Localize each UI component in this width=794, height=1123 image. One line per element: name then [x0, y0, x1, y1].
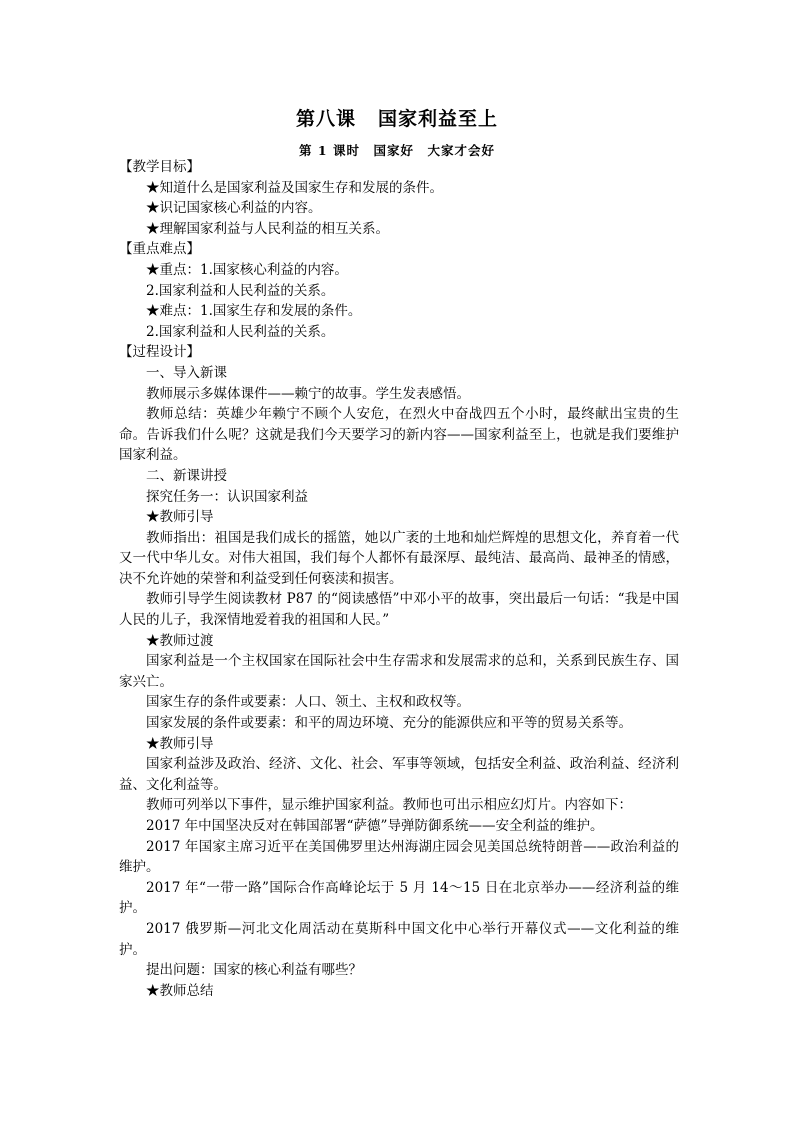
paragraph: 教师展示多媒体课件——赖宁的故事。学生发表感悟。	[146, 385, 470, 402]
paragraph: 国家发展的条件或要素：和平的周边环境、充分的能源供应和平等的贸易关系等。	[146, 715, 632, 732]
paragraph: 提出问题：国家的核心利益有哪些？	[146, 962, 362, 979]
paragraph: 教师可列举以下事件，显示维护国家利益。教师也可出示相应幻灯片。内容如下：	[146, 797, 632, 814]
paragraph: 教师总结：英雄少年赖宁不顾个人安危，在烈火中奋战四五个小时，最终献出宝贵的生命。告诉我们什么呢？这就是我们今天要学习的新内容——国家利益至上，也就是我们要维护国家利益。	[119, 406, 679, 464]
lesson-name: 国家利益至上	[378, 108, 499, 130]
lesson-number: 第八课	[295, 108, 356, 130]
paragraph: 教师指出：祖国是我们成长的摇篮，她以广袤的土地和灿烂辉煌的思想文化，养育着一代又一代中华儿女。对伟大祖国，我们每个人都怀有最深厚、最纯洁、最高尚、最神圣的情感，决不允许她的荣誉和利益受到任何亵渎和损害。	[119, 529, 679, 587]
document-body	[119, 157, 679, 1001]
paragraph: ★难点：1.国家生存和发展的条件。	[146, 303, 362, 320]
paragraph: 国家利益涉及政治、经济、文化、社会、军事等领域，包括安全利益、政治利益、经济利益、文化利益等。	[119, 756, 679, 793]
paragraph: 国家生存的条件或要素：人口、领土、主权和政权等。	[146, 694, 470, 711]
paragraph: 2017 年“一带一路”国际合作高峰论坛于 5 月 14～15 日在北京举办——经济利益的维护。	[119, 879, 679, 917]
paragraph: ★教师引导	[146, 509, 214, 526]
paragraph: 国家利益是一个主权国家在国际社会中生存需求和发展需求的总和，关系到民族生存、国家兴亡。	[119, 653, 679, 690]
paragraph: ★识记国家核心利益的内容。	[146, 200, 322, 217]
paragraph: 2.国家利益和人民利益的关系。	[146, 282, 335, 299]
paragraph: 二、新课讲授	[146, 467, 227, 484]
paragraph: 一、导入新课	[146, 364, 227, 381]
paragraph: 教师引导学生阅读教材 P87 的“阅读感悟”中邓小平的故事，突出最后一句话：“我是中国人民的儿子，我深情地爱着我的祖国和人民。”	[119, 591, 679, 629]
paragraph: ★教师过渡	[146, 632, 214, 649]
paragraph: 【教学目标】	[119, 159, 200, 175]
lesson-title	[0, 104, 794, 131]
paragraph: ★教师总结	[146, 982, 214, 999]
paragraph: 2017 俄罗斯—河北文化周活动在莫斯科中国文化中心举行开幕仪式——文化利益的维护。	[119, 920, 679, 958]
paragraph: ★理解国家利益与人民利益的相互关系。	[146, 220, 389, 237]
paragraph: ★教师引导	[146, 735, 214, 752]
lesson-subtitle: 第 1 课时 国家好 大家才会好	[299, 143, 495, 158]
paragraph: ★知道什么是国家利益及国家生存和发展的条件。	[146, 179, 443, 196]
paragraph: 2017 年国家主席习近平在美国佛罗里达州海湖庄园会见美国总统特朗普——政治利益的维护。	[119, 838, 679, 876]
paragraph: 【过程设计】	[119, 344, 200, 361]
paragraph: 2017 年中国坚决反对在韩国部署“萨德”导弹防御系统——安全利益的维护。	[146, 818, 604, 834]
paragraph: 2.国家利益和人民利益的关系。	[146, 323, 335, 340]
paragraph: 探究任务一：认识国家利益	[146, 488, 308, 505]
paragraph: ★重点：1.国家核心利益的内容。	[146, 261, 348, 278]
paragraph: 【重点难点】	[119, 241, 200, 258]
